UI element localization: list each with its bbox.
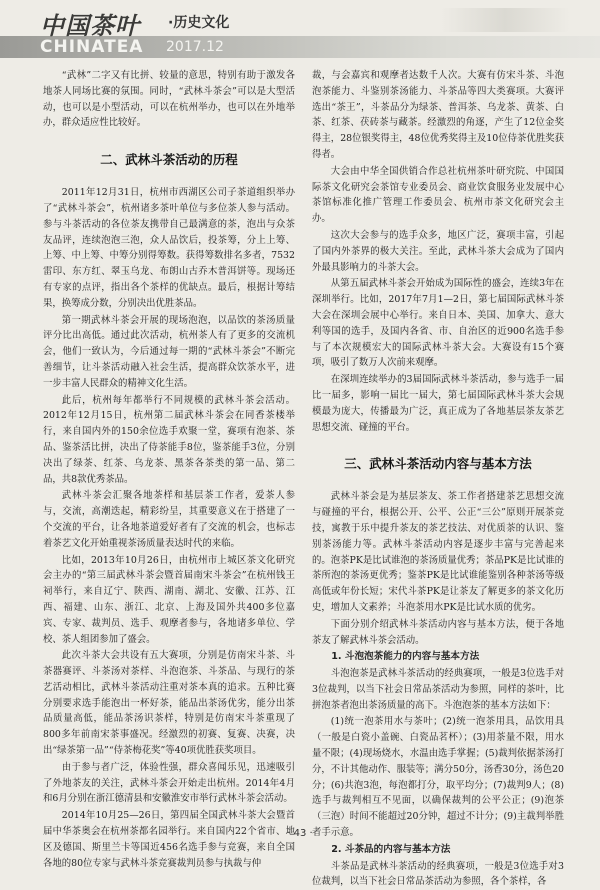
paragraph: 此次斗茶大会共设有五大赛项，分别是仿南宋斗茶、斗茶器赛评、斗茶汤对茶样、斗泡泡茶、斗茶品、与现行的茶艺活动相比，武林斗茶活动注重对茶本真的追求。五种比赛分别要求选手能泡出一杯好茶，能品出茶汤优劣，能分出茶品质量高低，能品茶汤识茶样，特别是仿南宋斗茶重现了800多年前南宋茶事盛况。经激烈的初赛、复赛、决赛，决出“绿茶第一品”“侍茶梅花奖”等40项优胜获奖项目。 <box>43 650 295 757</box>
section-heading-3: 三、武林斗茶活动内容与基本方法 <box>344 456 532 472</box>
paragraph: 这次大会参与的选手众多，地区广泛，赛项丰富，引起了国内外茶界的极大关注。至此，武林斗茶大会成为了国内外最具影响力的斗茶大会。 <box>312 229 564 273</box>
issue-date: 2017.12 <box>166 39 224 55</box>
paragraph: “武林”二字又有比拼、较量的意思，特别有助于激发各地茶人同场比赛的氛围。同时，“武林斗茶会”可以是大型活动，也可以是小型活动，可以在杭州举办，也可以在外地举办，群众适应性比较好。 <box>43 70 295 129</box>
paragraph: 下面分别介绍武林斗茶活动内容与基本方法，便于各地茶友了解武林斗茶会活动。 <box>312 618 564 646</box>
paragraph: 2014年10月25—26日，第四届全国武林斗茶大会暨首届中华茶奥会在杭州茶都名园举行。来自国内22个省市、地区及德国、斯里兰卡等国近456名选手参与竞赛，来自全国各地的80位专家与武林斗茶竞赛裁判员参与执裁与仲 <box>43 810 295 869</box>
paragraph: 在深圳连续举办的3届国际武林斗茶活动，参与选手一届比一届多，影响一届比一届大，第七届国际武林斗茶大会规模最为庞大，传播最为广泛，真正成为了各地基层茶友茶艺思想交流、碰撞的平台。 <box>312 374 564 433</box>
section-name: ·历史文化 <box>168 15 230 31</box>
paragraph: 斗茶品是武林斗茶活动的经典赛项，一般是3位选手对3位裁判，以当下社会日常品茶活动为参照，各个茶样，各 <box>312 860 564 888</box>
paragraph: 2011年12月31日，杭州市西湖区公司子茶道组织举办了“武林斗茶会”，杭州诸多茶叶单位与多位茶人参与活动。参与斗茶活动的各位茶友携带自己最满意的茶，泡出与众茶友品评，连续泡泡三泡，众人品饮后，投茶筹，分上上筹、上筹、中上筹、中筹分别得筹数。获得筹数排名多者，7532雷印、东方红、翠玉乌龙、布朗山古乔木普洱饼等。现场还有专家的点评，指出各个茶样的优缺点。最后，根据计筹结果，换筹成分数，分别决出优胜茶品。 <box>43 187 295 309</box>
paragraph: 斗泡泡茶是武林斗茶活动的经典赛项，一般是3位选手对3位裁判，以当下社会日常品茶活动为参照，同样的茶叶，比拼泡茶者泡出茶汤质量的高下。斗泡泡茶的基本方法如下： <box>312 668 564 711</box>
paragraph: 从第五届武林斗茶会开始成为国际性的盛会，连续3年在深圳举行。比如，2017年7月1—2日，第七届国际武林斗茶大会在深圳会展中心举行。来自日本、美国、加拿大、意大利等国的选手，及国内各省、市、自治区的近900名选手参与了本次规模宏大的国际武林斗茶大会。大赛设有15个赛项，吸引了数万人次前来观摩。 <box>312 278 564 369</box>
masthead <box>0 0 600 66</box>
left-column <box>43 68 295 869</box>
right-column <box>312 68 564 888</box>
page-number: · 43 · <box>287 828 313 839</box>
masthead-watermark <box>440 8 570 32</box>
magazine-logo: 中国茶叶 <box>40 11 140 40</box>
paragraph: 裁，与会嘉宾和观摩者达数千人次。大赛有仿宋斗茶、斗泡泡茶能力、斗鉴别茶汤能力、斗茶品等四大类赛项。大赛评选出“茶王”，斗茶品分为绿茶、普洱茶、乌龙茶、黄茶、白茶、红茶、茯砖茶与藏茶。经激烈的角逐，产生了12位金奖得主，28位银奖得主，48位优秀奖得主及10位侍茶优胜奖获得者。 <box>312 70 564 160</box>
paragraph: 第一期武林斗茶会开展的现场泡泡，以品饮的茶汤质量评分比出高低。通过此次活动，杭州茶人有了更多的交流机会，他们一致认为，今后通过每一期的“武林斗茶会”不断完善细节，让斗茶活动融入社会生活，提高群众饮茶水平，进一步丰富人民群众的精神文化生活。 <box>43 314 295 389</box>
paragraph: 武林斗茶会是为基层茶友、茶工作者搭建茶艺思想交流与碰撞的平台，根据公开、公平、公正“三公”原则开展茶竞技，寓教于乐中提升茶友的茶艺技法、对优质茶的认识、鉴别茶汤能力等。武林斗茶活动内容是逐步丰富与完善起来的。泡茶PK是比试谁泡的茶汤质量优秀；茶品PK是比试谁的茶所泡的茶汤更优秀；鉴茶PK是比试谁能鉴别各种茶汤等级高低或年份长短；宋代斗茶PK是让茶友了解更多的茶文化历史，增加人文素养；斗泡茶用水PK是比试水质的优劣。 <box>312 491 564 613</box>
subheading-2: 2. 斗茶品的内容与基本方法 <box>331 843 451 855</box>
paragraph: 此后，杭州每年都举行不同规模的武林斗茶会活动。2012年12月15日，杭州第二届武林斗茶会在同香茶楼举行，来自国内外的150余位选手欢聚一堂，赛项有泡茶、茶品、鉴茶活比拼，决出了侍茶能手8位，鉴茶能手3位，分别决出了绿茶、红茶、乌龙茶、黑茶各茶类的第一品、第二品，共8款优秀茶品。 <box>43 394 295 485</box>
magazine-name-en: CHINATEA <box>40 37 144 57</box>
section-heading-2: 二、武林斗茶活动的历程 <box>100 152 238 168</box>
paragraph: (1)统一泡茶用水与茶叶；(2)统一泡茶用具，品饮用具（一般是白瓷小盖碗、白瓷品茗杯）；(3)用茶量不限，用水量不限；(4)现场烧水，水温由选手掌握；(5)裁判依据茶汤打分，不计其他动作、服装等；满分50分，汤香30分，汤色20分；(6)共泡3泡，每泡都打分，取平均分；(7)裁判9人；(8)选手与裁判相互不见面，以确保裁判的公平公正；(9)泡茶（三泡）时间不能超过20分钟，超过不计分；(9)主裁判举胜者手示意。 <box>312 716 564 839</box>
paragraph: 武林斗茶会汇聚各地茶样和基层茶工作者，爱茶人参与，交流，高潮迭起，精彩纷呈，其重要意义在于搭建了一个交流的平台，让各地茶道爱好者有了交流的机会，也标志着茶艺文化开始重视茶汤质量表达时代的来临。 <box>43 490 295 549</box>
subheading-1: 1. 斗泡泡茶能力的内容与基本方法 <box>331 651 480 663</box>
paragraph: 由于参与者广泛，体验性强，群众喜闻乐见，迅速吸引了外地茶友的关注，武林斗茶会开始走出杭州。2014年4月和6月分别在浙江德清县和安徽淮安市举行武林斗茶会活动。 <box>43 761 295 805</box>
paragraph: 大会由中华全国供销合作总社杭州茶叶研究院、中国国际茶文化研究会茶馆专业委员会、商业饮食服务业发展中心茶馆标准化推广管理工作委员会、杭州市茶文化研究会主办。 <box>312 165 564 225</box>
paragraph: 比如，2013年10月26日，由杭州市上城区茶文化研究会主办的“第三届武林斗茶会暨首届南宋斗茶会”在杭州钱王祠举行，来自辽宁、陕西、湖南、湖北、安徽、江苏、江西、福建、山东、浙江、北京、上海及国外共400多位嘉宾、专家、裁判员、选手、观摩者参与，各地诸多单位、学校、茶人组团参加了盛会。 <box>43 554 295 645</box>
